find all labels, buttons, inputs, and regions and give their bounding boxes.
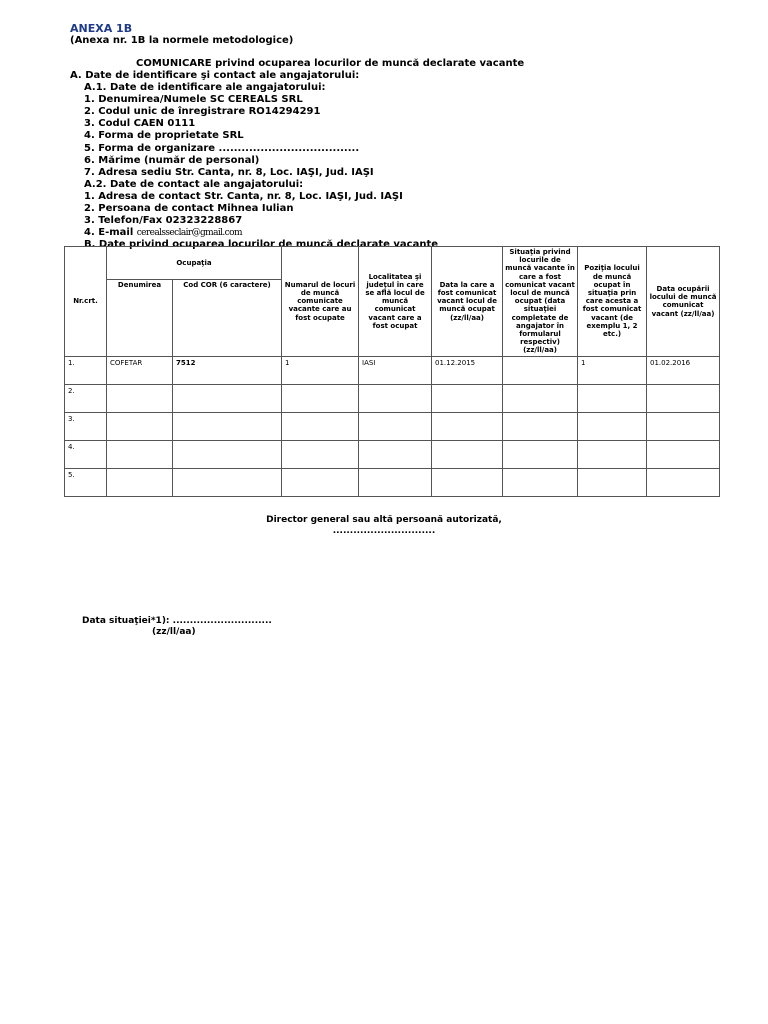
a2-item: 2. Persoana de contact Mihnea Iulian [84, 203, 294, 215]
employer-section [70, 70, 438, 251]
a1-item: 7. Adresa sediu Str. Canta, nr. 8, Loc. IAŞI, Jud. IAŞI [84, 166, 374, 178]
a1-item: 2. Codul unic de înregistrare RO14294291 [84, 106, 321, 118]
header-ocupatia: Ocupaţia [107, 247, 282, 280]
cell-data-comunicat [432, 412, 503, 440]
cell-numarul [282, 412, 359, 440]
a1-item: 3. Codul CAEN 0111 [84, 118, 196, 130]
cell-nr: 1. [65, 356, 107, 384]
cell-localitatea [359, 468, 432, 496]
cell-cod [173, 468, 282, 496]
cell-pozitia [578, 440, 647, 468]
header-numarul: Numarul de locuri de muncă comunicate vacante care au fost ocupate [282, 247, 359, 357]
cell-cod [173, 384, 282, 412]
cell-denumirea [107, 468, 173, 496]
cell-numarul [282, 440, 359, 468]
cell-data-comunicat [432, 384, 503, 412]
header-pozitia: Poziţia locului de muncă ocupat în situaţia prin care acesta a fost comunicat vacant (de exemplu 1, 2 etc.) [578, 247, 647, 357]
cell-denumirea [107, 384, 173, 412]
header-denumirea: Denumirea [107, 280, 173, 357]
cell-localitatea [359, 440, 432, 468]
cell-cod [173, 440, 282, 468]
occupation-table [64, 246, 720, 497]
table-row [65, 384, 720, 412]
annex-subtitle: (Anexa nr. 1B la normele metodologice) [70, 35, 294, 46]
a2-item: 1. Adresa de contact Str. Canta, nr. 8, Loc. IAŞI, Jud. IAŞI [84, 190, 403, 202]
cell-pozitia [578, 412, 647, 440]
cell-nr: 5. [65, 468, 107, 496]
cell-nr: 3. [65, 412, 107, 440]
date-format-hint: (zz/ll/aa) [152, 627, 196, 637]
cell-denumirea [107, 440, 173, 468]
cell-data-comunicat: 01.12.2015 [432, 356, 503, 384]
header-data-comunicat: Data la care a fost comunicat vacant locul de muncă ocupat (zz/ll/aa) [432, 247, 503, 357]
cell-data-comunicat [432, 440, 503, 468]
cell-data-comunicat [432, 468, 503, 496]
cell-data-ocuparii [647, 468, 720, 496]
cell-numarul [282, 384, 359, 412]
cell-cod [173, 412, 282, 440]
cell-pozitia: 1 [578, 356, 647, 384]
cell-data-ocuparii: 01.02.2016 [647, 356, 720, 384]
cell-data-ocuparii [647, 412, 720, 440]
header-data-ocuparii: Data ocupării locului de muncă comunicat vacant (zz/ll/aa) [647, 247, 720, 357]
section-b-heading: B. Date privind ocuparea locurilor de muncă declarate vacante [84, 239, 439, 251]
a1-item: 4. Forma de proprietate SRL [84, 130, 244, 142]
cell-data-ocuparii [647, 440, 720, 468]
header-situatia: Situaţia privind locurile de muncă vacante în care a fost comunicat vacant locul de muncă ocupat (data situaţiei completate de angajator în formularul respectiv) (zz/ll/aa) [503, 247, 578, 357]
cell-numarul [282, 468, 359, 496]
cell-denumirea: COFETAR [107, 356, 173, 384]
cell-data-ocuparii [647, 384, 720, 412]
email-label: 4. E-mail [84, 227, 134, 239]
document-title: COMUNICARE privind ocuparea locurilor de muncă declarate vacante [136, 58, 525, 69]
annex-title: ANEXA 1B [70, 22, 133, 35]
header-cod-cor: Cod COR (6 caractere) [173, 280, 282, 357]
a1-item: 5. Forma de organizare ..................................... [84, 142, 360, 154]
cell-pozitia [578, 468, 647, 496]
section-a-heading: A. Date de identificare şi contact ale angajatorului: [70, 70, 360, 81]
email-line [70, 227, 438, 239]
cell-situatia [503, 384, 578, 412]
header-nr-crt: Nr.crt. [65, 247, 107, 357]
director-signature-line: .............................. [332, 526, 436, 536]
table-row [65, 440, 720, 468]
header-localitatea: Localitatea şi judeţul în care se află locul de muncă comunicat vacant care a fost ocupat [359, 247, 432, 357]
cell-situatia [503, 412, 578, 440]
cell-localitatea [359, 412, 432, 440]
section-a1-heading: A.1. Date de identificare ale angajatorului: [84, 82, 326, 94]
cell-nr: 2. [65, 384, 107, 412]
table-row [65, 412, 720, 440]
a2-item: 3. Telefon/Fax 02323228867 [84, 215, 243, 227]
a1-item: 1. Denumirea/Numele SC CEREALS SRL [84, 94, 303, 106]
cell-localitatea: IASI [359, 356, 432, 384]
table-row [65, 468, 720, 496]
cell-numarul: 1 [282, 356, 359, 384]
email-value: cerealsseclair@gmail.com [136, 228, 242, 239]
director-signature-label: Director general sau altă persoană autorizată, [266, 515, 502, 525]
cell-cod: 7512 [173, 356, 282, 384]
cell-localitatea [359, 384, 432, 412]
situation-date-label: Data situaţiei*1): ............................. [82, 616, 272, 626]
a1-item: 6. Mărime (număr de personal) [84, 154, 260, 166]
cell-nr: 4. [65, 440, 107, 468]
cell-situatia [503, 356, 578, 384]
cell-situatia [503, 440, 578, 468]
cell-denumirea [107, 412, 173, 440]
cell-situatia [503, 468, 578, 496]
section-a2-heading: A.2. Date de contact ale angajatorului: [84, 178, 304, 190]
cell-pozitia [578, 384, 647, 412]
table-row [65, 356, 720, 384]
